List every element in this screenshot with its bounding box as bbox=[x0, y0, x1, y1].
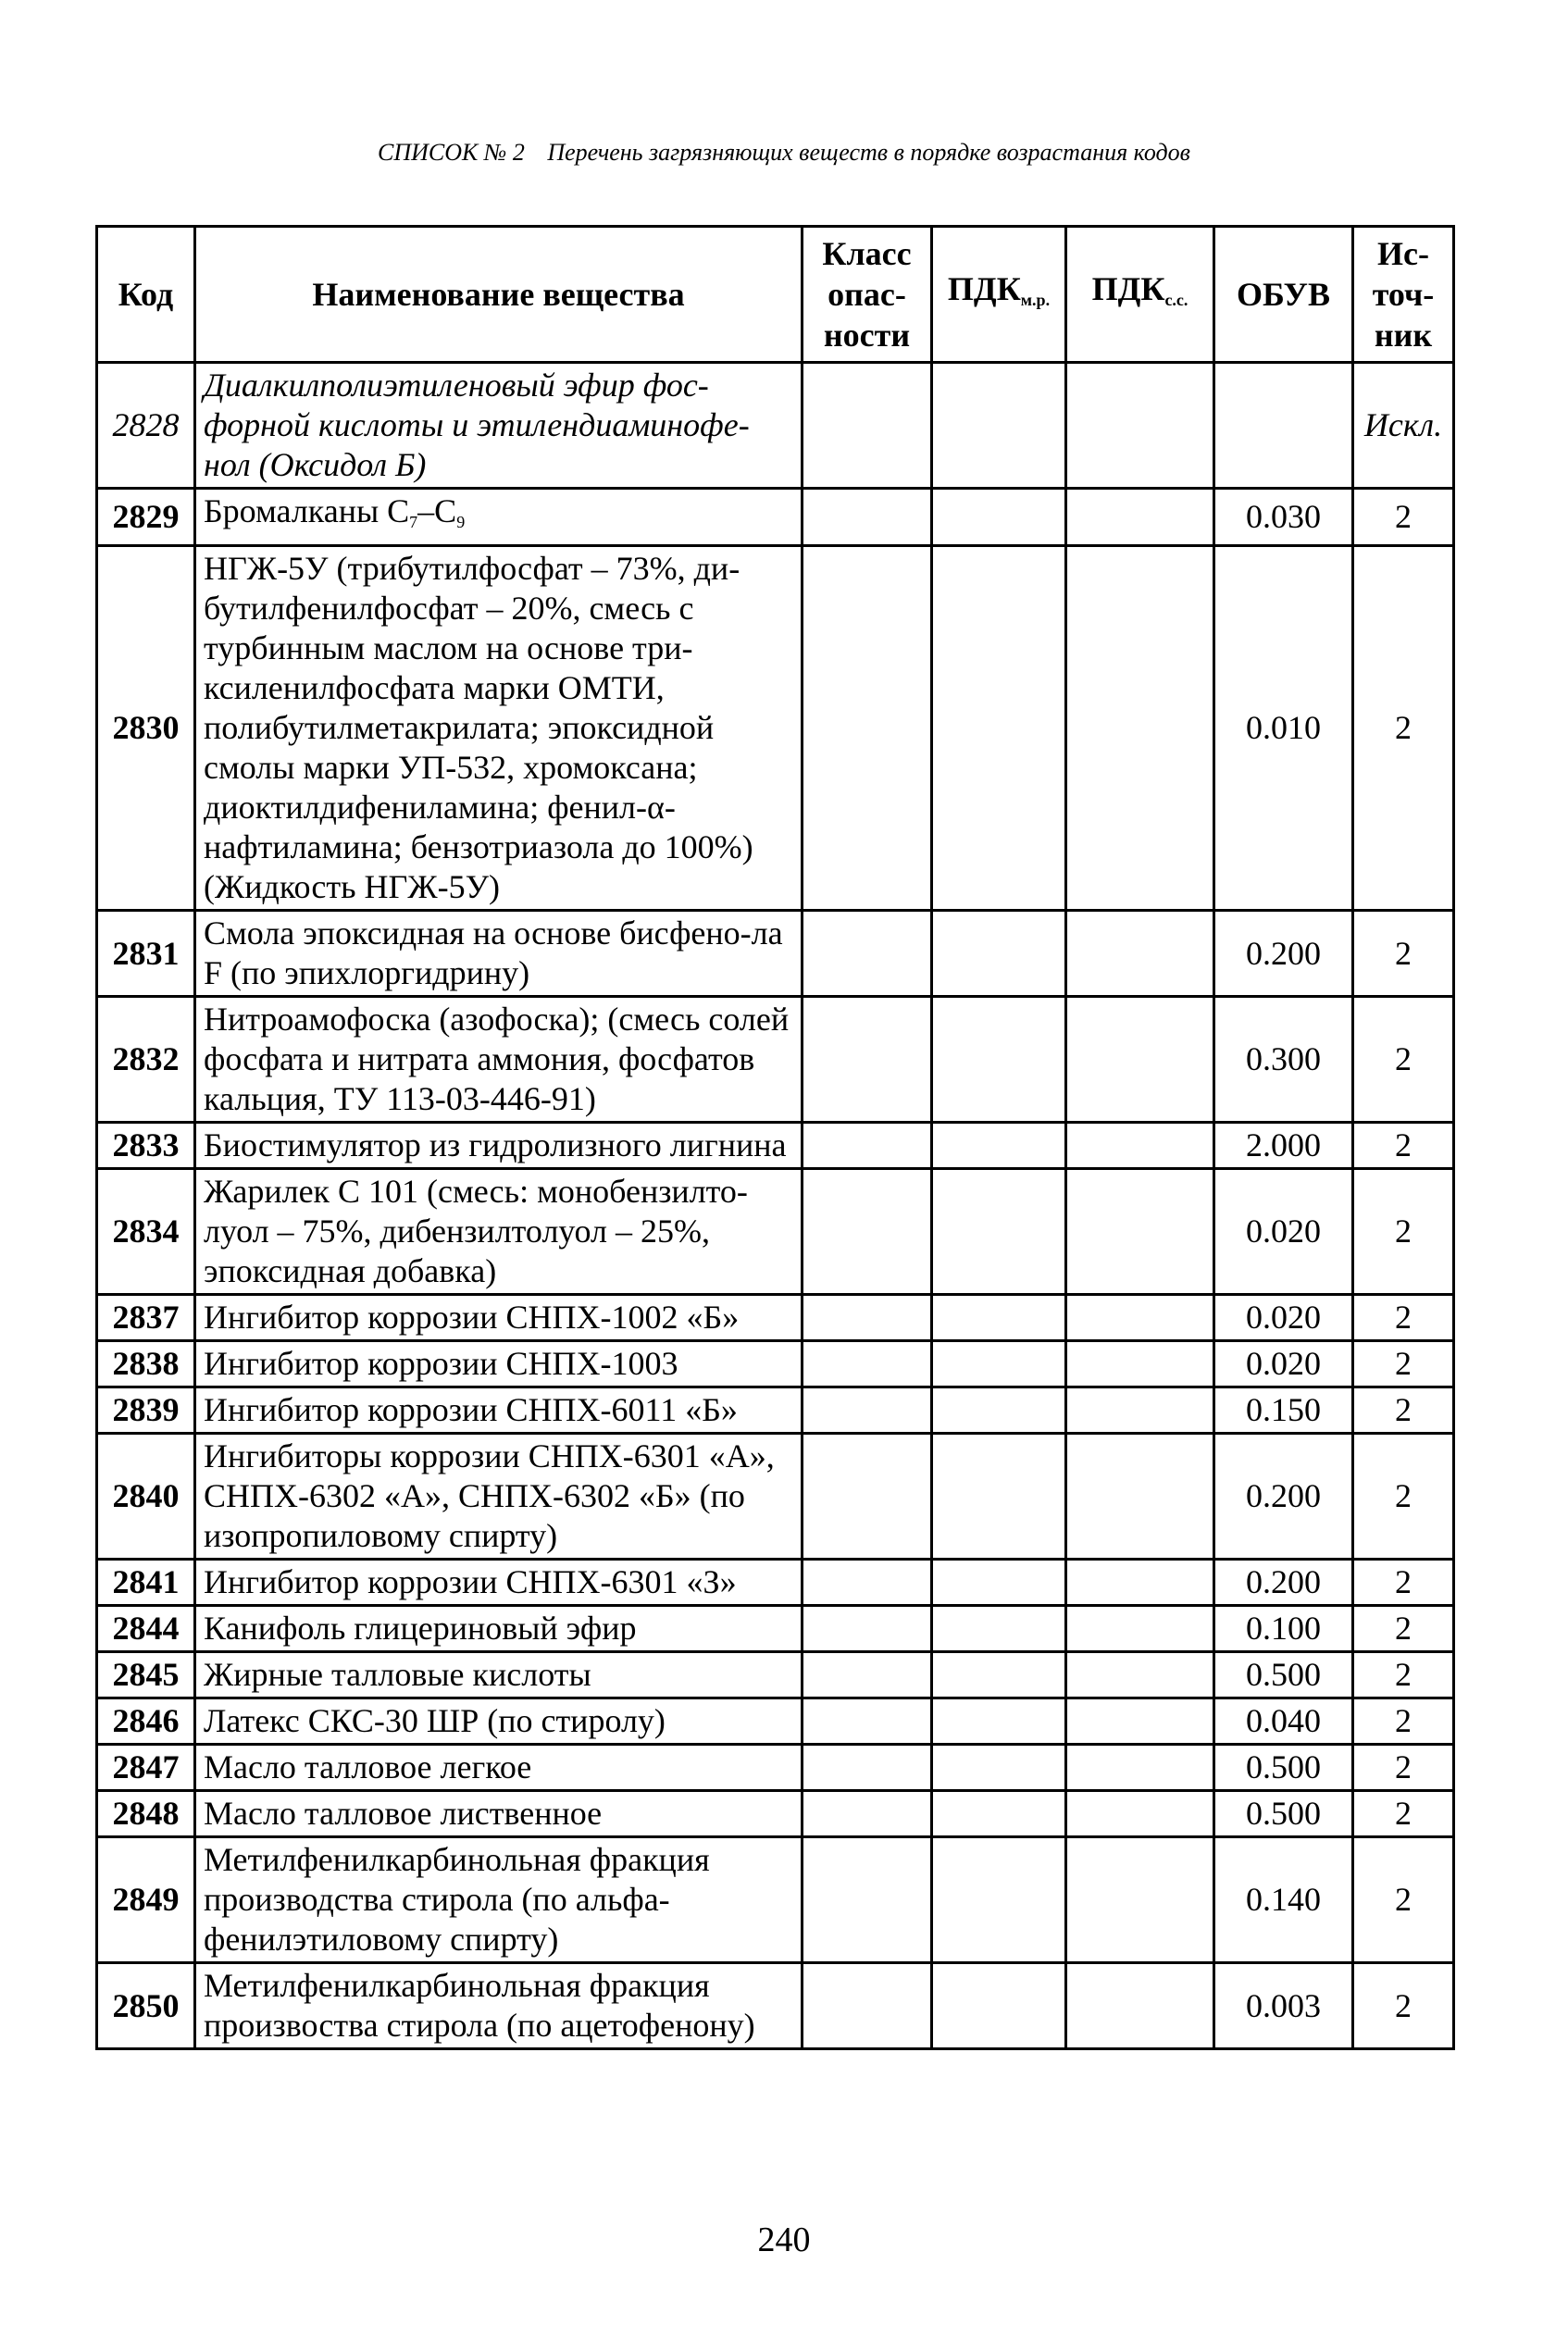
substances-table bbox=[95, 225, 1455, 2050]
cell-hazard-class bbox=[803, 1837, 932, 1963]
cell-pdk-ss bbox=[1066, 1434, 1214, 1560]
header-obuv: ОБУВ bbox=[1214, 227, 1353, 363]
cell-name: Диалкилполиэтиленовый эфир фос-форной кислоты и этилендиаминофе-нол (Оксидол Б) bbox=[195, 363, 803, 489]
cell-code: 2845 bbox=[97, 1652, 195, 1698]
cell-code: 2841 bbox=[97, 1560, 195, 1606]
cell-source: 2 bbox=[1353, 1341, 1454, 1387]
cell-source: 2 bbox=[1353, 911, 1454, 997]
cell-source: 2 bbox=[1353, 1745, 1454, 1791]
cell-obuv: 0.020 bbox=[1214, 1169, 1353, 1295]
cell-pdk-ss bbox=[1066, 1341, 1214, 1387]
cell-pdk-mr bbox=[932, 1295, 1066, 1341]
cell-source: 2 bbox=[1353, 1837, 1454, 1963]
cell-hazard-class bbox=[803, 363, 932, 489]
cell-name: Латекс СКС-30 ШР (по стиролу) bbox=[195, 1698, 803, 1745]
cell-source: 2 bbox=[1353, 1560, 1454, 1606]
cell-hazard-class bbox=[803, 489, 932, 546]
table-row bbox=[97, 911, 1454, 997]
list-subtitle: Перечень загрязняющих веществ в порядке возрастания кодов bbox=[547, 139, 1190, 166]
cell-code: 2837 bbox=[97, 1295, 195, 1341]
cell-hazard-class bbox=[803, 1745, 932, 1791]
cell-pdk-mr bbox=[932, 1745, 1066, 1791]
cell-name: Ингибиторы коррозии СНПХ-6301 «А», СНПХ-6302 «А», СНПХ-6302 «Б» (по изопропиловому спирту) bbox=[195, 1434, 803, 1560]
table-row bbox=[97, 1341, 1454, 1387]
cell-obuv: 0.003 bbox=[1214, 1963, 1353, 2049]
cell-source: 2 bbox=[1353, 1606, 1454, 1652]
cell-code: 2828 bbox=[97, 363, 195, 489]
cell-code: 2834 bbox=[97, 1169, 195, 1295]
cell-obuv: 0.140 bbox=[1214, 1837, 1353, 1963]
table-row bbox=[97, 1123, 1454, 1169]
cell-source: 2 bbox=[1353, 1963, 1454, 2049]
cell-source: 2 bbox=[1353, 1169, 1454, 1295]
cell-code: 2829 bbox=[97, 489, 195, 546]
cell-pdk-ss bbox=[1066, 1745, 1214, 1791]
cell-source: 2 bbox=[1353, 1652, 1454, 1698]
header-pdk-mr bbox=[932, 227, 1066, 363]
cell-obuv: 0.040 bbox=[1214, 1698, 1353, 1745]
cell-pdk-mr bbox=[932, 546, 1066, 911]
cell-pdk-mr bbox=[932, 1698, 1066, 1745]
cell-pdk-ss bbox=[1066, 489, 1214, 546]
header-code: Код bbox=[97, 227, 195, 363]
table-row bbox=[97, 1698, 1454, 1745]
cell-obuv: 0.150 bbox=[1214, 1387, 1353, 1434]
cell-code: 2847 bbox=[97, 1745, 195, 1791]
cell-obuv: 0.500 bbox=[1214, 1745, 1353, 1791]
header-pdk-mr-label: ПДК bbox=[947, 270, 1021, 307]
cell-code: 2839 bbox=[97, 1387, 195, 1434]
cell-hazard-class bbox=[803, 1652, 932, 1698]
cell-pdk-ss bbox=[1066, 1387, 1214, 1434]
table-row bbox=[97, 1652, 1454, 1698]
cell-pdk-ss bbox=[1066, 1606, 1214, 1652]
table-row bbox=[97, 1963, 1454, 2049]
cell-pdk-ss bbox=[1066, 1560, 1214, 1606]
page-number: 240 bbox=[757, 2220, 811, 2259]
cell-obuv: 0.300 bbox=[1214, 997, 1353, 1123]
cell-code: 2838 bbox=[97, 1341, 195, 1387]
header-pdk-ss-sub: с.с. bbox=[1164, 291, 1188, 309]
cell-pdk-ss bbox=[1066, 911, 1214, 997]
cell-hazard-class bbox=[803, 546, 932, 911]
cell-pdk-mr bbox=[932, 911, 1066, 997]
cell-pdk-ss bbox=[1066, 1169, 1214, 1295]
table-header-row bbox=[97, 227, 1454, 363]
cell-pdk-mr bbox=[932, 1791, 1066, 1837]
cell-obuv: 0.020 bbox=[1214, 1295, 1353, 1341]
list-label: СПИСОК № 2 bbox=[378, 139, 525, 166]
cell-pdk-ss bbox=[1066, 363, 1214, 489]
cell-obuv: 0.200 bbox=[1214, 911, 1353, 997]
cell-pdk-mr bbox=[932, 1606, 1066, 1652]
cell-pdk-ss bbox=[1066, 997, 1214, 1123]
cell-name bbox=[195, 489, 803, 546]
page-title bbox=[0, 139, 1568, 167]
header-name: Наименование вещества bbox=[195, 227, 803, 363]
cell-code: 2840 bbox=[97, 1434, 195, 1560]
cell-hazard-class bbox=[803, 1606, 932, 1652]
table-row bbox=[97, 1745, 1454, 1791]
cell-code: 2849 bbox=[97, 1837, 195, 1963]
cell-pdk-mr bbox=[932, 1560, 1066, 1606]
cell-source: 2 bbox=[1353, 1434, 1454, 1560]
cell-pdk-mr bbox=[932, 1434, 1066, 1560]
cell-source: 2 bbox=[1353, 1295, 1454, 1341]
cell-hazard-class bbox=[803, 1791, 932, 1837]
cell-code: 2833 bbox=[97, 1123, 195, 1169]
table-row bbox=[97, 546, 1454, 911]
cell-hazard-class bbox=[803, 997, 932, 1123]
cell-source: 2 bbox=[1353, 1698, 1454, 1745]
cell-obuv: 0.030 bbox=[1214, 489, 1353, 546]
cell-hazard-class bbox=[803, 1169, 932, 1295]
cell-name: Ингибитор коррозии СНПХ-1002 «Б» bbox=[195, 1295, 803, 1341]
cell-obuv: 0.200 bbox=[1214, 1434, 1353, 1560]
table-row bbox=[97, 489, 1454, 546]
table-row bbox=[97, 1791, 1454, 1837]
cell-obuv: 2.000 bbox=[1214, 1123, 1353, 1169]
cell-name: Метилфенилкарбинольная фракция производства стирола (по альфа-фенилэтиловому спирту) bbox=[195, 1837, 803, 1963]
cell-hazard-class bbox=[803, 1123, 932, 1169]
cell-hazard-class bbox=[803, 1698, 932, 1745]
cell-pdk-ss bbox=[1066, 1837, 1214, 1963]
cell-pdk-ss bbox=[1066, 1652, 1214, 1698]
cell-name: Ингибитор коррозии СНПХ-6301 «З» bbox=[195, 1560, 803, 1606]
cell-code: 2830 bbox=[97, 546, 195, 911]
cell-pdk-mr bbox=[932, 1837, 1066, 1963]
cell-obuv: 0.010 bbox=[1214, 546, 1353, 911]
table-row bbox=[97, 1387, 1454, 1434]
cell-pdk-mr bbox=[932, 363, 1066, 489]
cell-hazard-class bbox=[803, 1560, 932, 1606]
cell-pdk-ss bbox=[1066, 546, 1214, 911]
cell-source: 2 bbox=[1353, 1123, 1454, 1169]
cell-hazard-class bbox=[803, 1295, 932, 1341]
header-source: Ис-точ-ник bbox=[1353, 227, 1454, 363]
cell-name: Канифоль глицериновый эфир bbox=[195, 1606, 803, 1652]
cell-pdk-mr bbox=[932, 1963, 1066, 2049]
cell-source: 2 bbox=[1353, 546, 1454, 911]
cell-code: 2846 bbox=[97, 1698, 195, 1745]
header-pdk-ss-label: ПДК bbox=[1091, 270, 1165, 307]
table-row bbox=[97, 363, 1454, 489]
name-prefix: Бромалканы C bbox=[204, 492, 410, 529]
table-row bbox=[97, 1434, 1454, 1560]
cell-name: Ингибитор коррозии СНПХ-6011 «Б» bbox=[195, 1387, 803, 1434]
cell-obuv: 0.500 bbox=[1214, 1652, 1353, 1698]
cell-source: 2 bbox=[1353, 489, 1454, 546]
cell-obuv: 0.100 bbox=[1214, 1606, 1353, 1652]
cell-pdk-mr bbox=[932, 1387, 1066, 1434]
cell-code: 2831 bbox=[97, 911, 195, 997]
header-hazard-class: Класс опас-ности bbox=[803, 227, 932, 363]
cell-name: Масло талловое легкое bbox=[195, 1745, 803, 1791]
name-mid: –C bbox=[417, 492, 457, 529]
cell-pdk-ss bbox=[1066, 1963, 1214, 2049]
cell-code: 2848 bbox=[97, 1791, 195, 1837]
table-row bbox=[97, 1560, 1454, 1606]
table-row bbox=[97, 1606, 1454, 1652]
name-subscript-7: 7 bbox=[409, 513, 418, 531]
cell-name: Жирные талловые кислоты bbox=[195, 1652, 803, 1698]
cell-pdk-mr bbox=[932, 1652, 1066, 1698]
cell-pdk-mr bbox=[932, 1341, 1066, 1387]
table-row bbox=[97, 1295, 1454, 1341]
cell-name: Масло талловое лиственное bbox=[195, 1791, 803, 1837]
cell-code: 2832 bbox=[97, 997, 195, 1123]
cell-pdk-mr bbox=[932, 1169, 1066, 1295]
cell-name: Жарилек С 101 (смесь: монобензилто-луол – 75%, дибензилтолуол – 25%, эпоксидная добавка) bbox=[195, 1169, 803, 1295]
cell-name: Ингибитор коррозии СНПХ-1003 bbox=[195, 1341, 803, 1387]
cell-pdk-mr bbox=[932, 1123, 1066, 1169]
name-subscript-9: 9 bbox=[456, 513, 466, 531]
cell-source: Искл. bbox=[1353, 363, 1454, 489]
cell-hazard-class bbox=[803, 1341, 932, 1387]
cell-source: 2 bbox=[1353, 1387, 1454, 1434]
table-row bbox=[97, 997, 1454, 1123]
cell-name: Биостимулятор из гидролизного лигнина bbox=[195, 1123, 803, 1169]
cell-source: 2 bbox=[1353, 997, 1454, 1123]
header-pdk-ss bbox=[1066, 227, 1214, 363]
cell-hazard-class bbox=[803, 911, 932, 997]
cell-pdk-mr bbox=[932, 489, 1066, 546]
table-row bbox=[97, 1169, 1454, 1295]
cell-obuv: 0.020 bbox=[1214, 1341, 1353, 1387]
cell-pdk-ss bbox=[1066, 1295, 1214, 1341]
cell-hazard-class bbox=[803, 1387, 932, 1434]
cell-code: 2844 bbox=[97, 1606, 195, 1652]
cell-name: НГЖ-5У (трибутилфосфат – 73%, ди-бутилфенилфосфат – 20%, смесь с турбинным маслом на основе три-ксиленилфосфата марки ОМТИ, полибутилметакрилата; эпоксидной смолы марки УП-532, хромоксана; диоктилдифениламина; фенил-α-нафтиламина; бензотриазола до 100%) (Жидкость НГЖ-5У) bbox=[195, 546, 803, 911]
cell-hazard-class bbox=[803, 1434, 932, 1560]
cell-pdk-ss bbox=[1066, 1123, 1214, 1169]
cell-name: Смола эпоксидная на основе бисфено-ла F (по эпихлоргидрину) bbox=[195, 911, 803, 997]
cell-name: Нитроамофоска (азофоска); (смесь солей фосфата и нитрата аммония, фосфатов кальция, ТУ 113-03-446-91) bbox=[195, 997, 803, 1123]
cell-obuv: 0.500 bbox=[1214, 1791, 1353, 1837]
cell-source: 2 bbox=[1353, 1791, 1454, 1837]
cell-code: 2850 bbox=[97, 1963, 195, 2049]
cell-name: Метилфенилкарбинольная фракция произвоства стирола (по ацетофенону) bbox=[195, 1963, 803, 2049]
cell-obuv bbox=[1214, 363, 1353, 489]
cell-pdk-mr bbox=[932, 997, 1066, 1123]
cell-obuv: 0.200 bbox=[1214, 1560, 1353, 1606]
cell-hazard-class bbox=[803, 1963, 932, 2049]
table-row bbox=[97, 1837, 1454, 1963]
cell-pdk-ss bbox=[1066, 1791, 1214, 1837]
cell-pdk-ss bbox=[1066, 1698, 1214, 1745]
header-pdk-mr-sub: м.р. bbox=[1020, 291, 1051, 309]
